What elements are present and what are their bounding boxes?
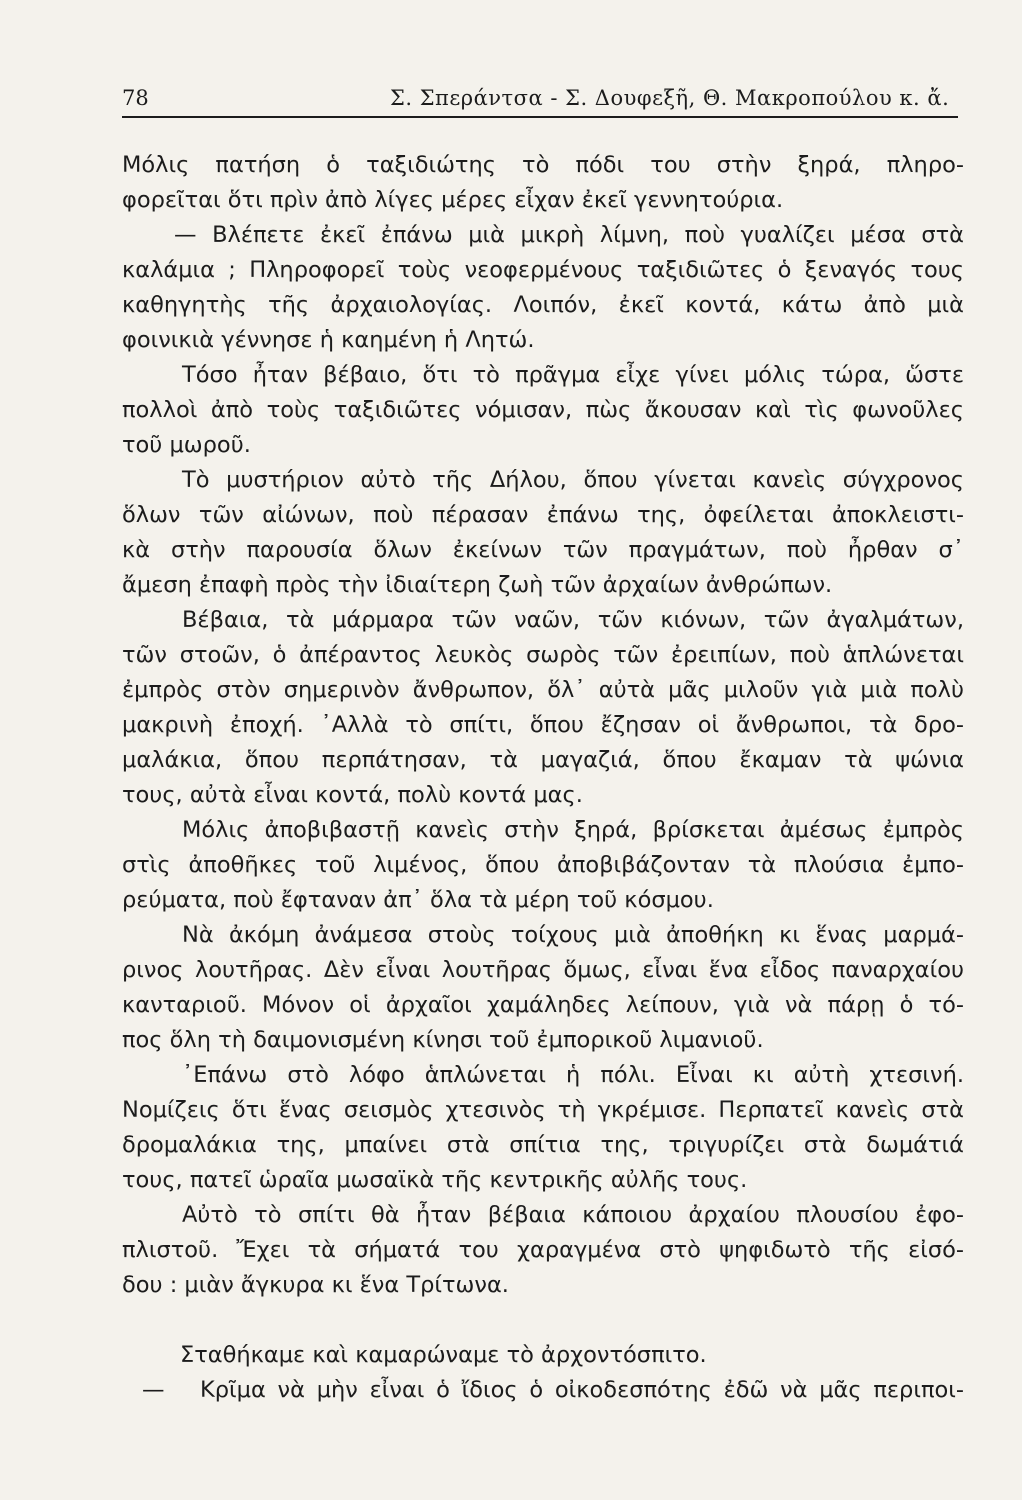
text-line: καθηγητὴς τῆς ἀρχαιολογίας. Λοιπόν, ἐκεῖ κοντά, κάτω ἀπὸ μιὰ (122, 292, 964, 318)
text-line: Νομίζεις ὅτι ἕνας σεισμὸς χτεσινὸς τὴ γκρέμισε. Περπατεῖ κανεὶς στὰ (122, 1097, 964, 1123)
text-line: Τόσο ἦταν βέβαιο, ὅτι τὸ πρᾶγμα εἶχε γίνει μόλις τώρα, ὥστε (182, 362, 964, 388)
text-line: τῶν στοῶν, ὁ ἀπέραντος λευκὸς σωρὸς τῶν ἐρειπίων, ποὺ ἁπλώνεται (122, 642, 964, 668)
text-line: πος ὅλη τὴ δαιμονισμένη κίνησι τοῦ ἐμπορικοῦ λιμανιοῦ. (122, 1027, 764, 1053)
text-line: κανταριοῦ. Μόνον οἱ ἀρχαῖοι χαμάληδες λείπουν, γιὰ νὰ πάρῃ ὁ τό- (122, 992, 964, 1018)
text-line: τους, πατεῖ ὡραῖα μωσαϊκὰ τῆς κεντρικῆς αὐλῆς τους. (122, 1167, 748, 1193)
text-line: πολλοὶ ἀπὸ τοὺς ταξιδιῶτες νόμισαν, πὼς ἄκουσαν καὶ τὶς φωνοῦλες (122, 397, 964, 423)
text-line: Μόλις ἀποβιβαστῇ κανεὶς στὴν ξηρά, βρίσκεται ἀμέσως ἐμπρὸς (182, 817, 964, 843)
text-line: μαλάκια, ὅπου περπάτησαν, τὰ μαγαζιά, ὅπου ἔκαμαν τὰ ψώνια (122, 747, 964, 773)
text-line: τοῦ μωροῦ. (122, 432, 251, 458)
header-rule (122, 116, 958, 118)
text-line: Σταθήκαμε καὶ καμαρώναμε τὸ ἀρχοντόσπιτο. (180, 1342, 707, 1368)
text-line: Μόλις πατήση ὁ ταξιδιώτης τὸ πόδι του στὴν ξηρά, πληρο- (122, 152, 964, 178)
text-line: Νὰ ἀκόμη ἀνάμεσα στοὺς τοίχους μιὰ ἀποθήκη κι ἕνας μαρμά- (182, 922, 964, 948)
text-line: ἄμεση ἐπαφὴ πρὸς τὴν ἰδιαίτερη ζωὴ τῶν ἀρχαίων ἀνθρώπων. (122, 572, 833, 598)
text-line: ᾿Επάνω στὸ λόφο ἁπλώνεται ἡ πόλι. Εἶναι κι αὐτὴ χτεσινή. (182, 1062, 964, 1088)
dialogue-line (122, 1373, 964, 1408)
dialogue-dash: — (142, 1377, 165, 1403)
text-line: ὅλων τῶν αἰώνων, ποὺ πέρασαν ἐπάνω της, ὀφείλεται ἀποκλειστι- (122, 502, 964, 528)
page-number: 78 (122, 86, 149, 110)
text-line: τους, αὐτὰ εἶναι κοντά, πολὺ κοντά μας. (122, 782, 583, 808)
text-line: δου : μιὰν ἄγκυρα κι ἕνα Τρίτωνα. (122, 1272, 509, 1298)
body-text (122, 148, 964, 1408)
page-header (122, 86, 958, 116)
running-head: Σ. Σπεράντσα - Σ. Δουφεξῆ, Θ. Μακροπούλου κ. ἄ. (390, 86, 950, 110)
text-line: ἐμπρὸς στὸν σημερινὸν ἄνθρωπον, ὅλ᾿ αὐτὰ μᾶς μιλοῦν γιὰ μιὰ πολὺ (122, 677, 964, 703)
text-line: Τὸ μυστήριον αὐτὸ τῆς Δήλου, ὅπου γίνεται κανεὶς σύγχρονος (182, 467, 964, 493)
text-line: Αὐτὸ τὸ σπίτι θὰ ἦταν βέβαια κάποιου ἀρχαίου πλουσίου ἐφο- (182, 1202, 964, 1228)
text-line: στὶς ἀποθῆκες τοῦ λιμένος, ὅπου ἀποβιβάζονταν τὰ πλούσια ἐμπο- (122, 852, 964, 878)
text-line: πλιστοῦ. Ἔχει τὰ σήματά του χαραγμένα στὸ ψηφιδωτὸ τῆς εἰσό- (122, 1237, 964, 1263)
text-line: ρεύματα, ποὺ ἔφταναν ἀπ᾿ ὅλα τὰ μέρη τοῦ κόσμου. (122, 887, 714, 913)
text-line: κὰ στὴν παρουσία ὅλων ἐκείνων τῶν πραγμάτων, ποὺ ἦρθαν σ᾿ (122, 537, 964, 563)
text-line: μακρινὴ ἐποχή. ᾿Αλλὰ τὸ σπίτι, ὅπου ἔζησαν οἱ ἄνθρωποι, τὰ δρο- (122, 712, 964, 738)
text-line: Βέβαια, τὰ μάρμαρα τῶν ναῶν, τῶν κιόνων, τῶν ἀγαλμάτων, (182, 607, 964, 633)
text-line: Κρῖμα νὰ μὴν εἶναι ὁ ἴδιος ὁ οἰκοδεσπότης ἐδῶ νὰ μᾶς περιποι- (200, 1377, 964, 1403)
text-line: φορεῖται ὅτι πρὶν ἀπὸ λίγες μέρες εἶχαν ἐκεῖ γεννητούρια. (122, 187, 784, 213)
text-line: φοινικιὰ γέννησε ἡ καημένη ἡ Λητώ. (122, 327, 535, 353)
text-line: — Βλέπετε ἐκεῖ ἐπάνω μιὰ μικρὴ λίμνη, ποὺ γυαλίζει μέσα στὰ (174, 222, 964, 248)
text-line: καλάμια ; Πληροφορεῖ τοὺς νεοφερμένους ταξιδιῶτες ὁ ξεναγός τους (122, 257, 964, 283)
text-line: ρινος λουτῆρας. Δὲν εἶναι λουτῆρας ὅμως, εἶναι ἕνα εἶδος παναρχαίου (122, 957, 964, 983)
text-line: δρομαλάκια της, μπαίνει στὰ σπίτια της, τριγυρίζει στὰ δωμάτιά (122, 1132, 964, 1158)
